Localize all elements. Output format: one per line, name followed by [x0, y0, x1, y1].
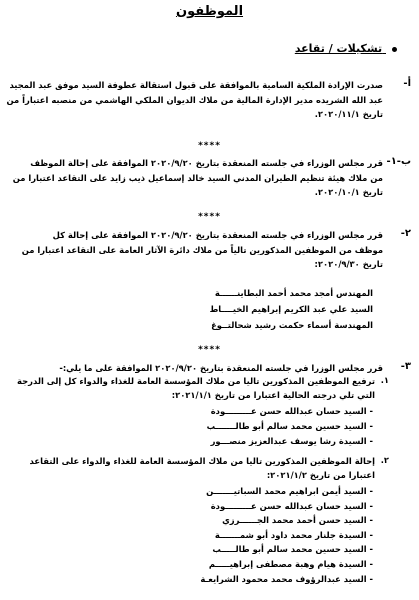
item-3 — [16, 361, 411, 376]
item-marker: أ- — [403, 78, 411, 89]
list-item: - السيد حسان عبدالله حسن عـــــــــودة — [210, 406, 373, 416]
item-line: اعتبارا من تاريخ ٢٠٢١/١/٢: — [266, 469, 375, 480]
separator-stars: **** — [198, 345, 221, 355]
item-line: التي تلي درجته الحالية اعتبارا من تاريخ ٢٠٢١/١/١: — [171, 389, 375, 400]
sub-item-1 — [16, 375, 389, 402]
item-a — [6, 78, 411, 122]
sub-item-marker: ٢. — [380, 455, 389, 465]
antiquities-name-list — [210, 286, 373, 333]
separator-stars: **** — [198, 141, 221, 151]
item-line: من ملاك هيئة تنظيم الطيران المدني السيد خالد إسماعيل ذيب زايد على التقاعد اعتبارا من — [12, 172, 383, 183]
section-heading-label: تشكيلات / تقاعد — [294, 42, 383, 55]
list-item: السيد علي عبد الكريم إبراهيم الخيــــاط — [209, 303, 373, 314]
item-marker: ٣- — [400, 361, 411, 372]
item-text — [16, 228, 383, 272]
list-item: - السيد عبدالرؤوف محمد محمود الشرايعـة — [200, 573, 373, 584]
item-line: قرر مجلس الوزراء في جلسته المنعقدة بتاريخ ٢٠٢٠/٩/٢٠ الموافقة على إحالة الموظف — [30, 158, 383, 168]
item-marker: ب-١- — [386, 156, 411, 167]
item-text — [12, 156, 383, 200]
item-line: ترفيع الموظفين المذكورين تاليا من ملاك المؤسسة العامة للغذاء والدواء كل إلى الدرجة — [17, 376, 375, 386]
list-item: - السيد حسين محمد سالم أبو طالـــــب — [212, 544, 373, 555]
page-title: الموظفون — [175, 4, 244, 19]
list-item: - السيدة جلنار محمد داود أبو شمـــــــة — [214, 529, 373, 540]
item-text — [16, 361, 383, 376]
item-line: قرر مجلس الوزرا في جلسته المنعقدة بتاريخ ٢٠٢٠/٩/٢٠ الموافقة على ما يلي:- — [59, 363, 383, 373]
item-line: تاريخ ٢٠٢٠/١٠/١. — [314, 187, 383, 198]
item-line: تاريخ ٢٠٢٠/٩/٣٠: — [314, 259, 383, 270]
item-line: عبد الله الشريده مدير الإدارة المالية من ملاك الديوان الملكي الهاشمي من منصبه اعتباراً من — [6, 94, 383, 105]
item-b1 — [12, 156, 411, 200]
item-line: موظف من الموظفين المذكورين تالياً من ملاك دائرة الآثار العامة على التقاعد اعتبارا من — [21, 244, 383, 255]
promotion-name-list — [207, 404, 373, 449]
list-item: - السيدة رشا يوسف عبدالعزيز منصـــور — [210, 436, 373, 446]
sub-item-text — [16, 455, 375, 482]
retirement-name-list — [200, 484, 373, 586]
list-item: - السيد حسين محمد سالم أبو طالـــــــب — [206, 421, 373, 431]
list-item: - السيد أيمن ابراهيم محمد السباتيـــــــن — [206, 486, 373, 496]
item-line: صدرت الإرادة الملكية السامية بالموافقة على قبول استقالة عطوفة السيد موفق عبد المجيد — [9, 80, 383, 90]
sub-item-2 — [16, 455, 389, 482]
section-heading — [295, 42, 397, 55]
list-item: المهندسة أسماء حكمت رشيد شحالتــوغ — [211, 319, 373, 330]
item-2 — [16, 228, 411, 272]
item-line: قرر مجلس الوزراء في جلسته المنعقدة بتاريخ ٢٠٢٠/٩/٢٠ الموافقة على إحالة كل — [52, 230, 383, 240]
list-item: - السيد حسان عبدالله حسن عـــــــــودة — [210, 500, 373, 511]
item-marker: ٢- — [400, 228, 411, 239]
separator-stars: **** — [198, 212, 221, 222]
item-line: تاريخ ٢٠٢٠/١١/١. — [314, 109, 383, 120]
list-item: - السيدة هيام وهبة مصطفى إبراهيـــــم — [208, 558, 373, 569]
bullet-icon — [392, 47, 397, 52]
sub-item-text — [16, 375, 375, 402]
item-text — [6, 78, 383, 122]
item-line: إحالة الموظفين المذكورين تاليا من ملاك المؤسسة العامة للغذاء والدواء على التقاعد — [29, 456, 375, 466]
list-item: - السيد حسن أحمد محمد الجــــــرزي — [222, 515, 373, 526]
list-item: المهندس أمجد محمد أحمد البطاينــــــة — [214, 288, 373, 298]
sub-item-marker: ١. — [380, 375, 389, 385]
